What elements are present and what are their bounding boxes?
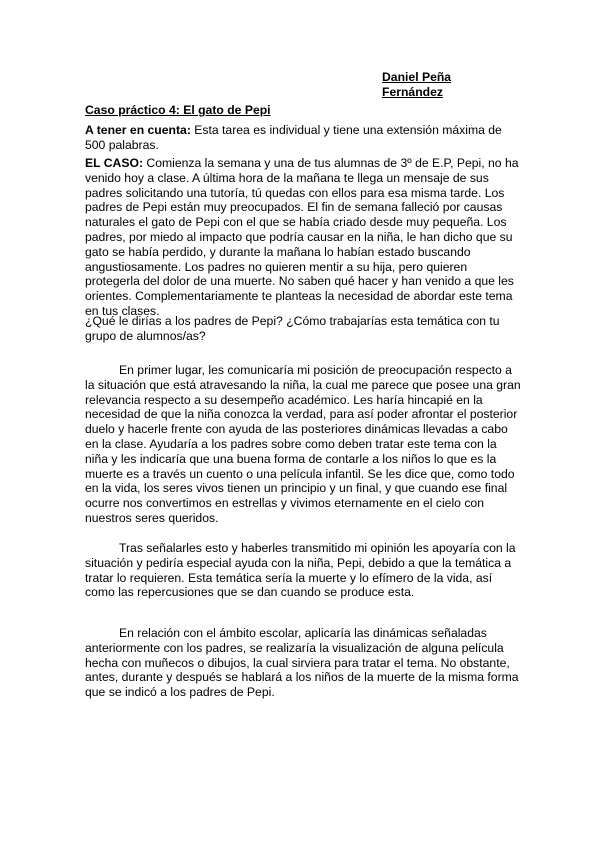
author-first-line: Daniel Peña — [382, 70, 452, 84]
answer-paragraph-2: Tras señalarles esto y haberles transmitido mi opinión les apoyaría con la situación y pediría especial ayuda con la niña, Pepi, debido a que la temática a tratar lo requieren. Esta temática sería la muerte y lo efímero de la vida, así como las repercusiones que se dan cuando se produce esta. — [85, 541, 516, 600]
author-name — [382, 70, 502, 100]
case-text: Comienza la semana y una de tus alumnas de 3º de E.P, Pepi, no ha venido hoy a clase. A última hora de la mañana te llega un mensaje de sus padres solicitando una tutoría, tú quedas con ellos para esa misma tarde. Los padres de Pepi están muy preocupados. El fin de semana falleció por causas naturales el gato de Pepi con el que se había criado desde muy pequeña. Los padres, por miedo al impacto que podría causar en la niña, le han dicho que su gato se había perdido, y durante la mañana lo habían estado buscando angustiosamente. Los padres no quieren mentir a su hija, pero quieren protegerla del dolor de una muerte. No saben qué hacer y han venido a que les orientes. Complementariamente te planteas la necesidad de abordar este tema en tus clases. — [85, 156, 519, 318]
answer-paragraph-1: En primer lugar, les comunicaría mi posición de preocupación respecto a la situación que está atravesando la niña, la cual me parece que posee una gran relevancia respecto a su desempeño académico. Les haría hincapié en la necesidad de que la niña conozca la verdad, para así poder afrontar el posterior duelo y hacerle frente con ayuda de las posteriores dinámicas llevadas a cabo en la clase. Ayudaría a los padres sobre como deben tratar este tema con la niña y les indicaría que una buena forma de contarle a los niños lo que es la muerte es a través un cuento o una película infantil. Se les dice que, como todo en la vida, los seres vivos tienen un principio y un final, y que cuando ese final ocurre nos convertimos en estrellas y vivimos eternamente en el cielo con nuestros seres queridos. — [85, 363, 521, 525]
document-title: Caso práctico 4: El gato de Pepi — [85, 103, 271, 117]
note-text: Esta tarea es individual y tiene una extensión máxima de 500 palabras. — [85, 123, 502, 152]
note-paragraph — [85, 123, 523, 153]
answer-paragraph-3: En relación con el ámbito escolar, aplicaría las dinámicas señaladas anteriormente con los padres, se realizaría la visualización de alguna película hecha con muñecos o dibujos, la cual sirviera para tratar el tema. No obstante, antes, durante y después se hablará a los niños de la muerte de la misma forma que se indicó a los padres de Pepi. — [85, 626, 519, 700]
question-paragraph: ¿Qué le dirías a los padres de Pepi? ¿Cómo trabajarías esta temática con tu grupo de alumnos/as? — [85, 314, 500, 343]
note-label: A tener en cuenta: — [85, 123, 191, 137]
author-second-line: Fernández — [382, 85, 443, 99]
case-label: EL CASO: — [85, 156, 144, 170]
case-paragraph — [85, 156, 523, 319]
